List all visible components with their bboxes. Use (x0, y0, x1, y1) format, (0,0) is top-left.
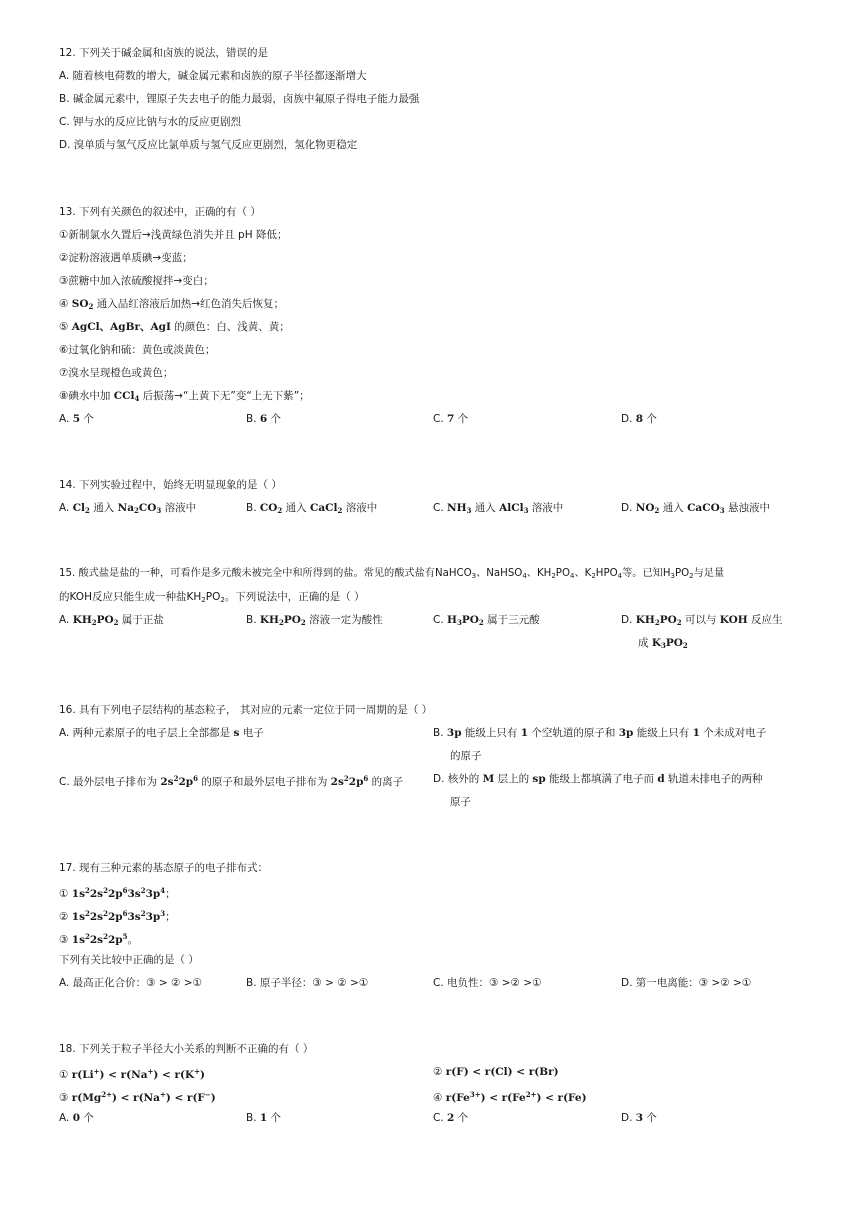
q18-stem: 18. 下列关于粒子半径大小关系的判断不正确的有（ ） (59, 1043, 314, 1055)
q13-option-c: C. 7 个 (433, 413, 469, 425)
q17-config-3: ③ $1s^22s^22p^5$。 (59, 932, 138, 946)
q15-option-d-cont: 成 $K_3PO_2$ (638, 637, 688, 650)
q14-option-d: D. $NO_2$ 通入 CaCO$_3$ 悬浊液中 (621, 502, 770, 515)
q13-item-2: ②淀粉溶液遇单质碘→变蓝； (59, 252, 193, 264)
q13-stem: 13. 下列有关颜色的叙述中，正确的有（ ） (59, 206, 261, 218)
q13-option-d: D. 8 个 (621, 413, 657, 425)
q16-stem: 16. 具有下列电子层结构的基态粒子， 其对应的元素一定位于同一周期的是（ ） (59, 704, 433, 716)
q13-item-5: ⑤ AgCl、AgBr、AgI 的颜色：白、浅黄、黄； (59, 321, 290, 333)
q13-option-b: B. 6 个 (246, 413, 282, 425)
q18-option-c: C. 2 个 (433, 1112, 469, 1124)
q12-option-b: B. 碱金属元素中，锂原子失去电子的能力最弱，卤族中氟原子得电子能力最强 (59, 93, 420, 105)
q16-option-a: A. 两种元素原子的电子层上全部都是 s 电子 (59, 727, 264, 739)
q18-option-a: A. 0 个 (59, 1112, 94, 1124)
q17-option-b: B. 原子半径：③ > ② >① (246, 977, 369, 989)
q18-relation-1: ① r(Li+) < r(Na+) < r(K+) (59, 1067, 205, 1081)
q17-option-a: A. 最高正化合价：③ > ② >① (59, 977, 203, 989)
q12-option-a: A. 随着核电荷数的增大，碱金属元素和卤族的原子半径都逐渐增大 (59, 70, 367, 82)
q13-item-1: ①新制氯水久置后→浅黄绿色消失并且 pH 降低； (59, 229, 288, 241)
q12-stem: 12. 下列关于碱金属和卤族的说法，错误的是 (59, 47, 269, 59)
q17-option-c: C. 电负性：③ >② >① (433, 977, 542, 989)
q17-config-2: ② $1s^22s^22p^63s^23p^3$； (59, 909, 176, 923)
q18-option-b: B. 1 个 (246, 1112, 282, 1124)
q13-item-4: ④ $SO_2$ 通入品红溶液后加热→红色消失后恢复； (59, 298, 285, 311)
q15-stem-line-2: 的KOH反应只能生成一种盐$KH_2PO_2$。下列说法中，正确的是（ ） (59, 591, 365, 604)
q12-option-d: D. 溴单质与氢气反应比氯单质与氢气反应更剧烈，氢化物更稳定 (59, 139, 358, 151)
q13-item-7: ⑦溴水呈现橙色或黄色； (59, 367, 174, 379)
q13-option-a: A. 5 个 (59, 413, 94, 425)
q15-option-c: C. $H_3PO_2$ 属于三元酸 (433, 614, 540, 627)
q17-config-1: ① $1s^22s^22p^63s^23p^4$； (59, 886, 176, 900)
q14-option-a: A. $Cl_2$ 通入 $Na_2CO_3$ 溶液中 (59, 502, 197, 515)
q15-stem-line-1: 15. 酸式盐是盐的一种，可看作是多元酸未被完全中和所得到的盐。常见的酸式盐有NaHCO$_3$、NaHSO$_4$、$KH_2PO_4$、$K_2HPO_4$等。已知$H_3PO_2$与足量 (59, 568, 725, 580)
q13-item-3: ③蔗糖中加入浓硫酸搅拌→变白； (59, 275, 214, 287)
q18-relation-2: ② r(F) < r(Cl) < r(Br) (433, 1066, 559, 1078)
q17-question: 下列有关比较中正确的是（ ） (59, 954, 199, 966)
q15-option-a: A. $KH_2PO_2$ 属于正盐 (59, 614, 164, 627)
q14-option-c: C. $NH_3$ 通入 AlCl$_3$ 溶液中 (433, 502, 564, 515)
q18-relation-3: ③ $r(Mg^{2+}) < r(Na^+) < r(F^-)$ (59, 1090, 216, 1104)
q16-option-b: B. 3p 能级上只有 1 个空轨道的原子和 3p 能级上只有 1 个未成对电子 (433, 727, 767, 739)
q16-option-b-cont: 的原子 (450, 750, 482, 762)
q12-option-c: C. 钾与水的反应比钠与水的反应更剧烈 (59, 116, 242, 128)
q17-option-d: D. 第一电离能：③ >② >① (621, 977, 752, 989)
q16-option-d: D. 核外的 M 层上的 sp 能级上都填满了电子而 d 轨道未排电子的两种 (433, 773, 763, 785)
q15-option-d: D. $KH_2PO_2$ 可以与 KOH 反应生 (621, 614, 783, 627)
q13-item-6: ⑥过氧化钠和硫：黄色或淡黄色； (59, 344, 216, 356)
q17-stem: 17. 现有三种元素的基态原子的电子排布式： (59, 862, 269, 874)
q13-item-8: ⑧碘水中加 CCl$_4$ 后振荡→“上黄下无”变“上无下紫”； (59, 390, 310, 403)
q14-stem: 14. 下列实验过程中，始终无明显现象的是（ ） (59, 479, 282, 491)
q15-option-b: B. $KH_2PO_2$ 溶液一定为酸性 (246, 614, 383, 627)
q16-option-d-cont: 原子 (450, 796, 471, 808)
q16-option-c: C. 最外层电子排布为 $2s^22p^6$ 的原子和最外层电子排布为 $2s^22p^6$ 的离子 (59, 774, 404, 788)
q14-option-b: B. $CO_2$ 通入 CaCl$_2$ 溶液中 (246, 502, 378, 515)
q18-relation-4: ④ $r(Fe^{3+}) < r(Fe^{2+}) < r(Fe)$ (433, 1090, 587, 1104)
q18-option-d: D. 3 个 (621, 1112, 657, 1124)
